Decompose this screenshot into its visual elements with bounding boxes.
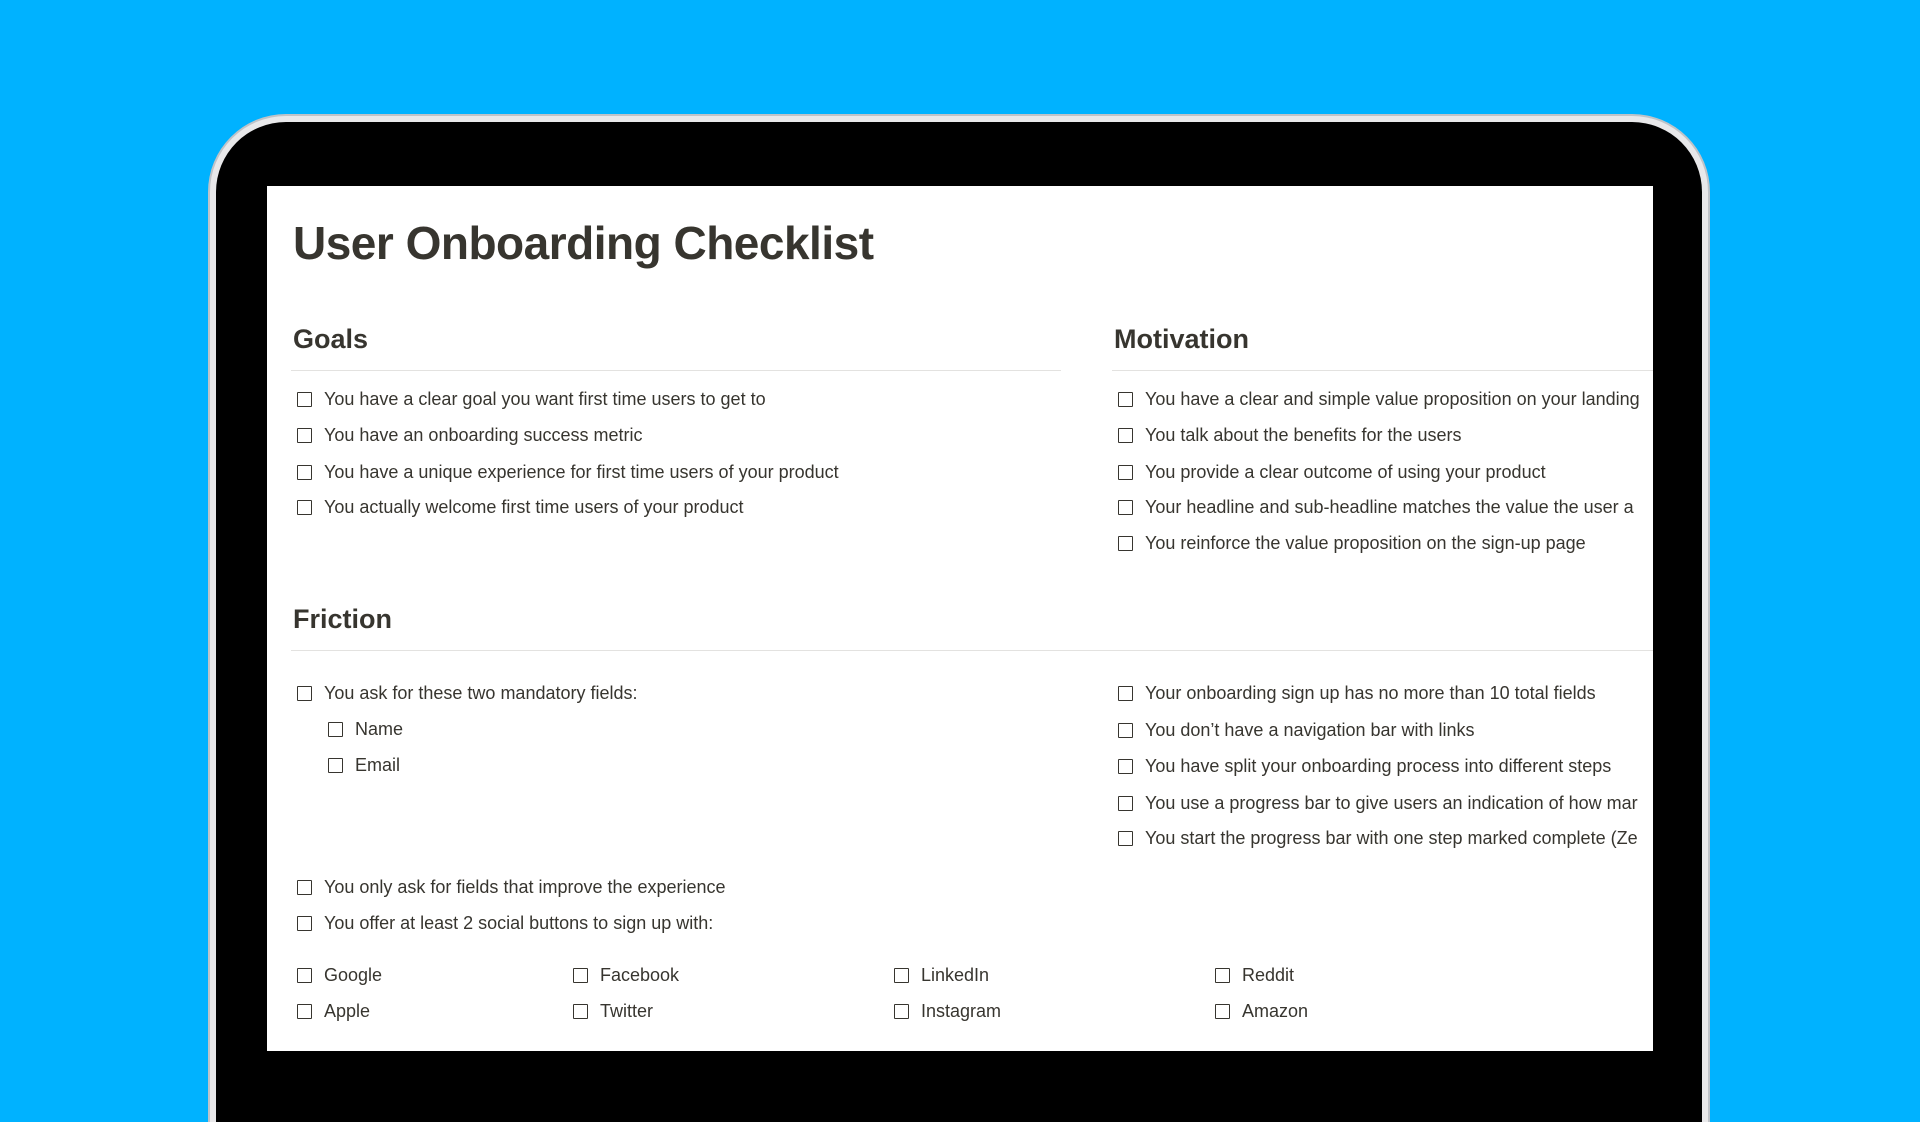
checkbox[interactable] — [328, 722, 343, 737]
checkbox[interactable] — [297, 428, 312, 443]
motivation-item-5[interactable] — [1118, 532, 1586, 554]
friction-subitem-email[interactable] — [328, 754, 400, 776]
goals-divider — [291, 370, 1061, 371]
checkbox[interactable] — [894, 968, 909, 983]
notion-page — [267, 186, 1653, 1051]
checkbox[interactable] — [894, 1004, 909, 1019]
checkbox[interactable] — [297, 968, 312, 983]
friction-right-item-2[interactable] — [1118, 719, 1475, 741]
goals-item-2[interactable] — [297, 424, 643, 446]
motivation-item-3[interactable] — [1118, 461, 1546, 483]
friction-item-fields[interactable] — [297, 876, 726, 898]
checkbox[interactable] — [297, 392, 312, 407]
goals-item-3[interactable] — [297, 461, 839, 483]
checkbox[interactable] — [1215, 1004, 1230, 1019]
item-label: Instagram — [921, 1001, 1002, 1021]
friction-item-mandatory-fields[interactable] — [297, 682, 638, 704]
checkbox[interactable] — [297, 686, 312, 701]
social-twitter[interactable] — [573, 1000, 653, 1022]
item-label: Twitter — [600, 1001, 654, 1021]
checkbox[interactable] — [297, 465, 312, 480]
checkbox[interactable] — [1118, 536, 1133, 551]
checkbox[interactable] — [1118, 796, 1133, 811]
checkbox[interactable] — [1215, 968, 1230, 983]
item-label: You provide a clear outcome of using your product — [1145, 462, 1546, 482]
social-linkedin[interactable] — [894, 964, 989, 986]
social-instagram[interactable] — [894, 1000, 1001, 1022]
checkbox[interactable] — [1118, 831, 1133, 846]
checkbox[interactable] — [297, 1004, 312, 1019]
item-label: Apple — [324, 1001, 371, 1021]
item-label: Facebook — [600, 965, 680, 985]
friction-heading: Friction — [293, 604, 392, 634]
friction-right-item-5[interactable] — [1118, 827, 1638, 849]
item-label: You offer at least 2 social buttons to sign up with: — [324, 913, 714, 933]
checkbox[interactable] — [1118, 392, 1133, 407]
motivation-divider — [1112, 370, 1653, 371]
social-apple[interactable] — [297, 1000, 370, 1022]
motivation-item-1[interactable] — [1118, 388, 1640, 410]
social-reddit[interactable] — [1215, 964, 1294, 986]
checkbox[interactable] — [297, 500, 312, 515]
checkbox[interactable] — [573, 968, 588, 983]
item-label: Your onboarding sign up has no more than 10 total fields — [1145, 683, 1596, 703]
item-label: Google — [324, 965, 383, 985]
item-label: You use a progress bar to give users an indication of how mar — [1145, 793, 1638, 813]
item-label: Email — [355, 755, 401, 775]
checkbox[interactable] — [1118, 465, 1133, 480]
item-label: You reinforce the value proposition on the sign-up page — [1145, 533, 1586, 553]
item-label: You have split your onboarding process into different steps — [1145, 756, 1612, 776]
social-facebook[interactable] — [573, 964, 679, 986]
item-label: You have a unique experience for first time users of your product — [324, 462, 839, 482]
page-title: User Onboarding Checklist — [293, 217, 874, 269]
item-label: You have a clear and simple value proposition on your landing — [1145, 389, 1640, 409]
item-label: You ask for these two mandatory fields: — [324, 683, 638, 703]
checkbox[interactable] — [297, 916, 312, 931]
item-label: Reddit — [1242, 965, 1295, 985]
friction-item-social[interactable] — [297, 912, 713, 934]
item-label: You have an onboarding success metric — [324, 425, 643, 445]
checkbox[interactable] — [1118, 759, 1133, 774]
checkbox[interactable] — [1118, 686, 1133, 701]
item-label: Amazon — [1242, 1001, 1309, 1021]
motivation-item-2[interactable] — [1118, 424, 1462, 446]
checkbox[interactable] — [328, 758, 343, 773]
friction-right-item-3[interactable] — [1118, 755, 1611, 777]
item-label: You have a clear goal you want first time users to get to — [324, 389, 766, 409]
motivation-item-4[interactable] — [1118, 496, 1634, 518]
item-label: LinkedIn — [921, 965, 990, 985]
friction-right-item-1[interactable] — [1118, 682, 1596, 704]
checkbox[interactable] — [1118, 723, 1133, 738]
checkbox[interactable] — [1118, 428, 1133, 443]
friction-subitem-name[interactable] — [328, 718, 403, 740]
motivation-heading: Motivation — [1114, 324, 1249, 354]
item-label: You talk about the benefits for the users — [1145, 425, 1462, 445]
checkbox[interactable] — [573, 1004, 588, 1019]
checkbox[interactable] — [1118, 500, 1133, 515]
goals-heading: Goals — [293, 324, 369, 354]
item-label: You start the progress bar with one step marked complete (Ze — [1145, 828, 1638, 848]
friction-divider — [291, 650, 1653, 651]
social-amazon[interactable] — [1215, 1000, 1308, 1022]
item-label: Your headline and sub-headline matches the value the user a — [1145, 497, 1634, 517]
item-label: Name — [355, 719, 404, 739]
goals-item-4[interactable] — [297, 496, 744, 518]
item-label: You don’t have a navigation bar with links — [1145, 720, 1475, 740]
item-label: You only ask for fields that improve the experience — [324, 877, 726, 897]
item-label: You actually welcome first time users of your product — [324, 497, 744, 517]
goals-item-1[interactable] — [297, 388, 766, 410]
checkbox[interactable] — [297, 880, 312, 895]
friction-right-item-4[interactable] — [1118, 792, 1638, 814]
social-google[interactable] — [297, 964, 382, 986]
